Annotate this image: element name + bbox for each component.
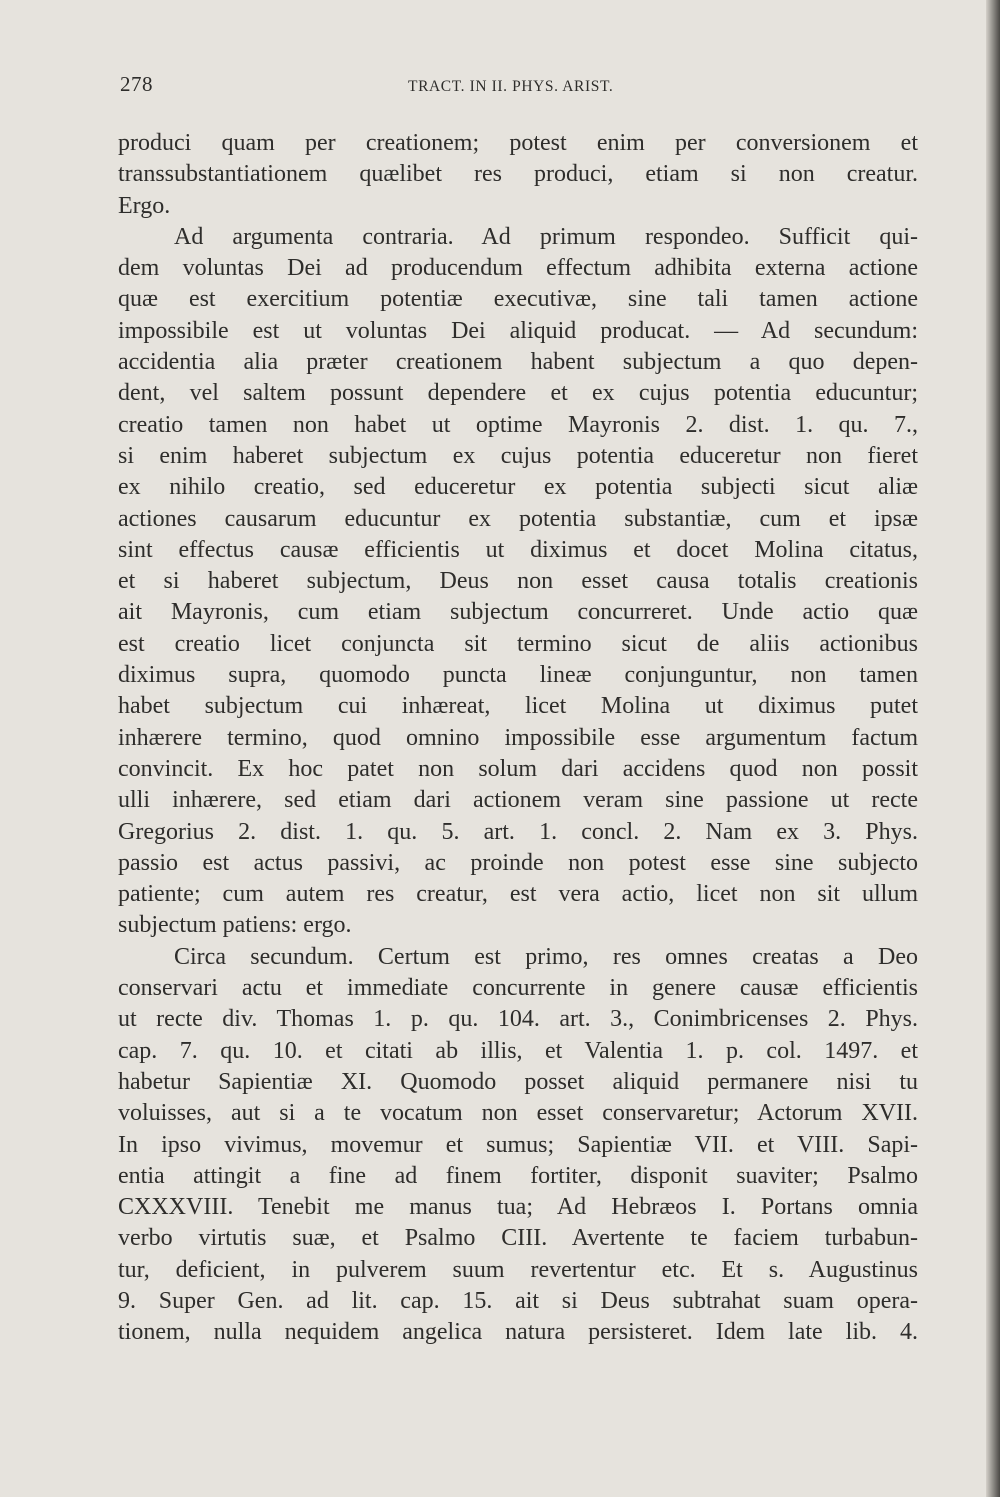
text-line: actiones causarum educuntur ex potentia substantiæ, cum et ipsæ (118, 505, 918, 532)
text-line: 9. Super Gen. ad lit. cap. 15. ait si Deus subtrahat suam opera- (118, 1287, 918, 1314)
text-line: habetur Sapientiæ XI. Quomodo posset aliquid permanere nisi tu (118, 1068, 918, 1095)
text-line: voluisses, aut si a te vocatum non esset conservaretur; Actorum XVII. (118, 1100, 918, 1127)
page-number: 278 (120, 72, 153, 96)
text-line: convincit. Ex hoc patet non solum dari accidens quod non possit (118, 755, 918, 782)
text-line: Gregorius 2. dist. 1. qu. 5. art. 1. concl. 2. Nam ex 3. Phys. (118, 818, 918, 845)
text-line: ut recte div. Thomas 1. p. qu. 104. art. 3., Conimbricenses 2. Phys. (118, 1006, 918, 1033)
running-title: TRACT. IN II. PHYS. ARIST. (408, 78, 614, 95)
text-line: tionem, nulla nequidem angelica natura persisteret. Idem late lib. 4. (118, 1319, 918, 1346)
body-text (118, 128, 918, 1349)
text-line: subjectum patiens: ergo. (118, 912, 352, 939)
text-line: verbo virtutis suæ, et Psalmo CIII. Avertente te faciem turbabun- (118, 1225, 918, 1252)
text-line: entia attingit a fine ad finem fortiter, disponit suaviter; Psalmo (118, 1162, 918, 1189)
text-line: creatio tamen non habet ut optime Mayronis 2. dist. 1. qu. 7., (118, 411, 918, 438)
text-line: CXXXVIII. Tenebit me manus tua; Ad Hebræos I. Portans omnia (118, 1194, 918, 1221)
text-line: passio est actus passivi, ac proinde non potest esse sine subjecto (118, 849, 918, 876)
text-line: ex nihilo creatio, sed educeretur ex potentia subjecti sicut aliæ (118, 474, 918, 501)
text-line: inhærere termino, quod omnino impossibile esse argumentum factum (118, 724, 918, 751)
page-edge-shadow (986, 0, 1000, 1497)
text-line: est creatio licet conjuncta sit termino sicut de aliis actionibus (118, 630, 918, 657)
text-line: habet subjectum cui inhæreat, licet Molina ut diximus putet (118, 693, 918, 720)
text-line: conservari actu et immediate concurrente in genere causæ efficientis (118, 975, 918, 1002)
text-line: cap. 7. qu. 10. et citati ab illis, et Valentia 1. p. col. 1497. et (118, 1037, 918, 1064)
page-header (120, 72, 910, 104)
text-line: diximus supra, quomodo puncta lineæ conjunguntur, non tamen (118, 662, 918, 689)
text-line: ait Mayronis, cum etiam subjectum concurreret. Unde actio quæ (118, 599, 918, 626)
text-line: impossibile est ut voluntas Dei aliquid producat. — Ad secundum: (118, 317, 918, 344)
text-line: quæ est exercitium potentiæ executivæ, sine tali tamen actione (118, 286, 918, 313)
text-line: produci quam per creationem; potest enim per conversionem et (118, 130, 918, 156)
text-line: tur, deficient, in pulverem suum revertentur etc. Et s. Augustinus (118, 1256, 918, 1283)
text-line: si enim haberet subjectum ex cujus potentia educeretur non fieret (118, 442, 918, 469)
text-line: ulli inhærere, sed etiam dari actionem veram sine passione ut recte (118, 787, 918, 814)
text-line: Ergo. (118, 192, 171, 219)
text-line: dent, vel saltem possunt dependere et ex cujus potentia educuntur; (118, 380, 918, 407)
text-line: Circa secundum. Certum est primo, res omnes creatas a Deo (174, 943, 918, 970)
text-line: Ad argumenta contraria. Ad primum respondeo. Sufficit qui- (174, 223, 918, 250)
text-line: accidentia alia præter creationem habent subjectum a quo depen- (118, 349, 918, 376)
text-line: In ipso vivimus, movemur et sumus; Sapientiæ VII. et VIII. Sapi- (118, 1131, 918, 1158)
text-line: et si haberet subjectum, Deus non esset causa totalis creationis (118, 568, 918, 595)
text-line: patiente; cum autem res creatur, est vera actio, licet non sit ullum (118, 881, 918, 908)
text-line: dem voluntas Dei ad producendum effectum adhibita externa actione (118, 255, 918, 282)
text-line: transsubstantiationem quælibet res produci, etiam si non creatur. (118, 161, 918, 188)
text-line: sint effectus causæ efficientis ut diximus et docet Molina citatus, (118, 536, 918, 563)
